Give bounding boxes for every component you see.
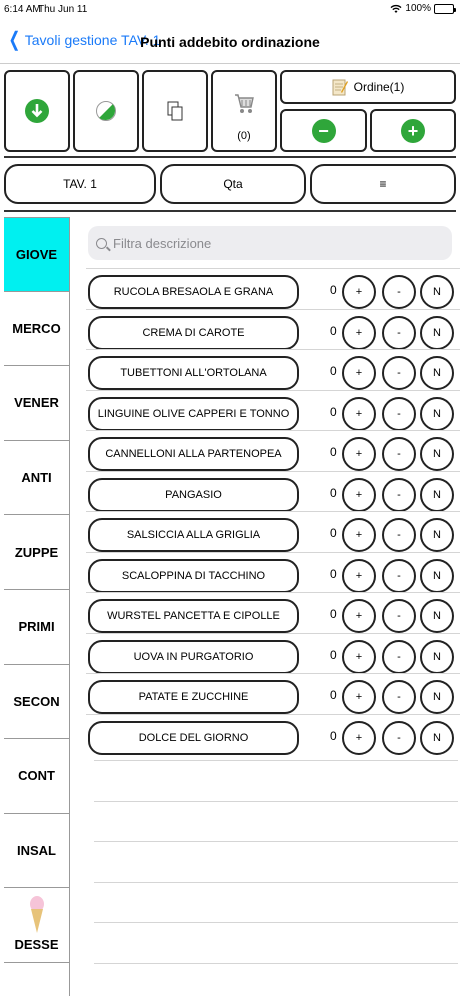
status-time: 6:14 AM (4, 4, 41, 15)
category-item[interactable] (4, 590, 69, 665)
decrease-button[interactable] (280, 109, 367, 152)
note-button[interactable]: N (420, 680, 454, 714)
item-quantity: 0 (330, 283, 337, 297)
add-one-button[interactable]: + (342, 316, 376, 350)
item-quantity: 0 (330, 647, 337, 662)
status-date: Thu Jun 11 (38, 4, 88, 15)
item-quantity: 0 (330, 607, 337, 621)
remove-one-button[interactable]: - (382, 316, 416, 350)
ice-cream-icon (28, 895, 46, 935)
item-name-button[interactable]: TUBETTONI ALL'ORTOLANA (88, 356, 299, 390)
add-one-button[interactable]: + (342, 640, 376, 674)
add-one-button[interactable]: + (342, 478, 376, 512)
list-item (86, 471, 460, 512)
list-item (86, 592, 460, 633)
item-quantity: 0 (330, 404, 337, 419)
copy-button[interactable] (142, 70, 208, 152)
list-item (86, 673, 460, 714)
copy-icon (167, 101, 183, 121)
category-label: ANTI (21, 470, 52, 486)
category-label: MERCO (12, 320, 61, 336)
list-item (86, 511, 460, 552)
note-button[interactable]: N (420, 478, 454, 512)
remove-one-button[interactable]: - (382, 356, 416, 390)
remove-one-button[interactable]: - (382, 559, 416, 593)
cart-count: (0) (237, 130, 251, 142)
back-label: Tavoli gestione TAV. 1 (24, 32, 161, 48)
increase-button[interactable] (370, 109, 456, 152)
category-item[interactable] (4, 814, 69, 889)
category-item[interactable] (4, 292, 69, 367)
category-item[interactable] (4, 441, 69, 516)
category-label: CONT (18, 768, 55, 784)
add-one-button[interactable]: + (342, 356, 376, 390)
remove-one-button[interactable]: - (382, 680, 416, 714)
remove-one-button[interactable]: - (382, 721, 416, 755)
item-quantity: 0 (330, 728, 337, 743)
category-label: ZUPPE (14, 544, 59, 560)
plus-icon: + (401, 119, 425, 143)
add-one-button[interactable]: + (342, 397, 376, 431)
item-quantity: 0 (330, 364, 337, 378)
minus-icon: − (312, 119, 336, 143)
order-label: Ordine(1) (353, 80, 405, 94)
battery-percent: 100% (405, 3, 431, 14)
shopping-cart-icon (233, 91, 255, 117)
item-list (86, 268, 460, 754)
note-button[interactable]: N (420, 397, 454, 431)
list-item (86, 633, 460, 674)
item-name-button[interactable]: SCALOPPINA DI TACCHINO (88, 559, 299, 593)
remove-one-button[interactable]: - (382, 275, 416, 309)
item-quantity: 0 (330, 526, 337, 540)
add-one-button[interactable]: + (342, 559, 376, 593)
add-one-button[interactable]: + (342, 680, 376, 714)
battery-icon (434, 4, 454, 14)
list-item (86, 268, 460, 309)
status-bar (0, 0, 460, 20)
item-name-button[interactable]: PANGASIO (88, 478, 299, 512)
category-label: DESSE (14, 936, 59, 952)
search-icon (96, 238, 107, 249)
note-button[interactable]: N (420, 640, 454, 674)
notepad-icon (332, 78, 348, 96)
category-item[interactable] (4, 217, 69, 292)
navigation-bar (0, 20, 460, 64)
list-item (86, 349, 460, 390)
search-placeholder: Filtra descrizione (113, 235, 212, 251)
category-label: GIOVE (15, 246, 58, 262)
add-one-button[interactable]: + (342, 437, 376, 471)
category-item[interactable] (4, 366, 69, 441)
item-name-button[interactable]: CREMA DI CAROTE (88, 316, 299, 350)
item-quantity: 0 (330, 445, 337, 459)
chevron-left-icon: ❮ (8, 29, 21, 51)
menu-button[interactable] (310, 164, 456, 204)
status-right (390, 3, 454, 14)
page-title: Punti addebito ordinazione (140, 34, 320, 50)
item-name-button[interactable]: UOVA IN PURGATORIO (88, 640, 299, 674)
toolbar (0, 66, 460, 154)
item-name-button[interactable]: PATATE E ZUCCHINE (88, 680, 299, 714)
item-name-button[interactable]: CANNELLONI ALLA PARTENOPEA (88, 437, 299, 471)
item-name-button[interactable]: DOLCE DEL GIORNO (88, 721, 299, 755)
item-quantity: 0 (330, 323, 337, 338)
remove-one-button[interactable]: - (382, 478, 416, 512)
arrow-down-icon (25, 99, 49, 123)
category-item[interactable] (4, 665, 69, 740)
qty-button[interactable]: Qta (160, 164, 306, 204)
note-button[interactable]: N (420, 721, 454, 755)
list-item (86, 552, 460, 593)
item-name-button[interactable]: LINGUINE OLIVE CAPPERI E TONNO (88, 397, 299, 431)
remove-one-button[interactable]: - (382, 640, 416, 674)
download-button[interactable] (4, 70, 70, 152)
add-one-button[interactable]: + (342, 518, 376, 552)
remove-one-button[interactable]: - (382, 599, 416, 633)
item-name-button[interactable]: WURSTEL PANCETTA E CIPOLLE (88, 599, 299, 633)
remove-one-button[interactable]: - (382, 397, 416, 431)
item-name-button[interactable]: RUCOLA BRESAOLA E GRANA (88, 275, 299, 309)
add-one-button[interactable]: + (342, 275, 376, 309)
category-item[interactable] (4, 739, 69, 814)
half-portion-button[interactable] (73, 70, 139, 152)
category-label: INSAL (17, 843, 56, 859)
note-button[interactable]: N (420, 437, 454, 471)
note-button[interactable]: N (420, 559, 454, 593)
add-one-button[interactable]: + (342, 721, 376, 755)
category-label: PRIMI (18, 619, 55, 635)
item-quantity: 0 (330, 566, 337, 581)
wifi-icon (390, 4, 402, 14)
remove-one-button[interactable]: - (382, 437, 416, 471)
list-item (86, 309, 460, 350)
category-label: VENER (14, 395, 59, 411)
item-name-button[interactable]: SALSICCIA ALLA GRIGLIA (88, 518, 299, 552)
add-one-button[interactable]: + (342, 599, 376, 633)
divider (4, 156, 456, 158)
note-button[interactable]: N (420, 599, 454, 633)
order-button[interactable] (280, 70, 456, 104)
note-button[interactable]: N (420, 518, 454, 552)
list-item (86, 714, 460, 755)
category-sidebar (4, 217, 70, 996)
hamburger-icon: ≡ (379, 177, 387, 191)
list-item (86, 390, 460, 431)
empty-rows (94, 760, 458, 996)
note-button[interactable]: N (420, 316, 454, 350)
category-item[interactable] (4, 888, 69, 963)
category-label: SECON (13, 693, 60, 709)
remove-one-button[interactable]: - (382, 518, 416, 552)
search-input[interactable] (88, 226, 452, 260)
cart-button[interactable] (211, 70, 277, 152)
item-quantity: 0 (330, 485, 337, 500)
item-quantity: 0 (330, 688, 337, 702)
half-circle-icon (95, 100, 117, 122)
note-button[interactable]: N (420, 275, 454, 309)
note-button[interactable]: N (420, 356, 454, 390)
table-button[interactable]: TAV. 1 (4, 164, 156, 204)
list-item (86, 430, 460, 471)
divider (4, 210, 456, 212)
category-item[interactable] (4, 515, 69, 590)
